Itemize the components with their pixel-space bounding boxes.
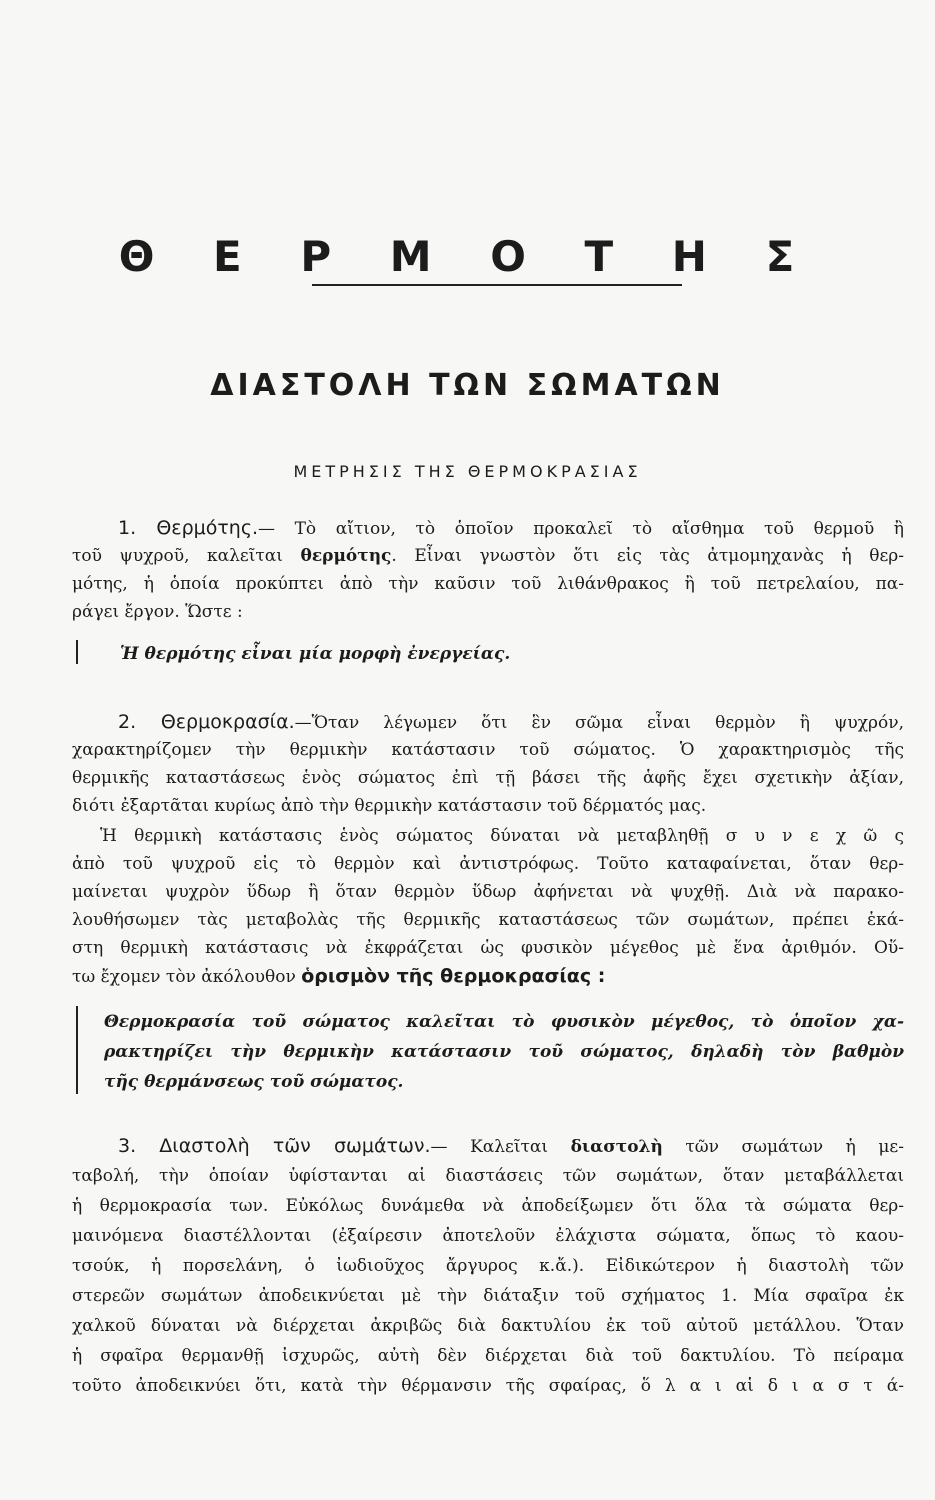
p3-line-8: ἡ σφαῖρα θερμανθῇ ἰσχυρῶς, αὐτὴ δὲν διέρχεται διὰ τοῦ δακτυλίου. Τὸ πείραμα [72, 1346, 904, 1366]
p2-line-3: θερμικῆς καταστάσεως ἑνὸς σώματος ἐπὶ τῇ βάσει τῆς ἁφῆς ἔχει σχετικὴν ἀξίαν, [72, 768, 904, 788]
p3-heading: 3. Διαστολὴ τῶν σωμάτων. [118, 1135, 431, 1157]
p3-line-5: τσούκ, ἡ πορσελάνη, ὁ ἰωδιοῦχος ἄργυρος κ.ἄ.). Εἰδικώτερον ἡ διαστολὴ τῶν [72, 1256, 904, 1276]
chapter-heading: ΔΙΑΣΤΟΛΗ ΤΩΝ ΣΩΜΑΤΩΝ [210, 368, 725, 403]
p3-line-3: ἡ θερμοκρασία των. Εὐκόλως δυνάμεθα νὰ ἀποδείξωμεν ὅτι ὅλα τὰ σώματα θερ- [72, 1196, 904, 1216]
p1-line-2: τοῦ ψυχροῦ, καλεῖται θερμότης. Εἶναι γνωστὸν ὅτι εἰς τὰς ἀτμομηχανὰς ἡ θερ- [72, 546, 904, 566]
p3-line-9: τοῦτο ἀποδεικνύει ὅτι, κατὰ τὴν θέρμανσιν τῆς σφαίρας, ὅ λ α ι αἱ δ ι α σ τ ά- [72, 1376, 904, 1396]
definition-bar [76, 1006, 78, 1094]
definition-line-1: Θερμοκρασία τοῦ σώματος καλεῖται τὸ φυσικὸν μέγεθος, τὸ ὁποῖον χα- [104, 1012, 904, 1032]
p2-line-5: Ἡ θερμικὴ κατάστασις ἑνὸς σώματος δύναται νὰ μεταβληθῇ σ υ ν ε χ ῶ ς [100, 826, 904, 846]
p2-line-9: στη θερμικὴ κατάστασις νὰ ἐκφράζεται ὡς φυσικὸν μέγεθος μὲ ἕνα ἀριθμόν. Οὕ- [72, 938, 904, 958]
definition-line-3: τῆς θερμάνσεως τοῦ σώματος. [104, 1072, 404, 1092]
term-thermotis: θερμότης [300, 546, 392, 566]
p2-line-1: 2. Θερμοκρασία.—Ὅταν λέγωμεν ὅτι ἓν σῶμα εἶναι θερμὸν ἢ ψυχρόν, [118, 711, 904, 733]
p2-line-6: ἀπὸ τοῦ ψυχροῦ εἰς τὸ θερμὸν καὶ ἀντιστρόφως. Τοῦτο καταφαίνεται, ὅταν θερ- [72, 854, 904, 874]
page-title: Θ Ε Ρ Μ Ο Τ Η Σ [118, 232, 817, 281]
p2-line-8: λουθήσωμεν τὰς μεταβολὰς τῆς θερμικῆς καταστάσεως τῶν σωμάτων, πρέπει ἑκά- [72, 910, 904, 930]
p1-line-1: 1. Θερμότης.— Τὸ αἴτιον, τὸ ὁποῖον προκαλεῖ τὸ αἴσθημα τοῦ θερμοῦ ἢ [118, 517, 904, 539]
p3-line-1: 3. Διαστολὴ τῶν σωμάτων.— Καλεῖται διαστολὴ τῶν σωμάτων ἡ με- [118, 1135, 904, 1157]
definition-line-2: ρακτηρίζει τὴν θερμικὴν κατάστασιν τοῦ σώματος, δηλαδὴ τὸν βαθμὸν [104, 1042, 904, 1062]
p2-line-7: μαίνεται ψυχρὸν ὕδωρ ἢ ὅταν θερμὸν ὕδωρ ἀφήνεται νὰ ψυχθῇ. Διὰ νὰ παρακο- [72, 882, 904, 902]
p1-heading: 1. Θερμότης. [118, 517, 259, 539]
term-diastoli: διαστολὴ [570, 1137, 663, 1157]
margin-bar [76, 640, 78, 664]
p3-line-7: χαλκοῦ δύναται νὰ διέρχεται ἀκριβῶς διὰ δακτυλίου ἐκ τοῦ αὐτοῦ μετάλλου. Ὅταν [72, 1316, 904, 1336]
p2-line-10: τω ἔχομεν τὸν ἀκόλουθον ὁρισμὸν τῆς θερμοκρασίας : [72, 965, 606, 987]
section-heading: ΜΕΤΡΗΣΙΣ ΤΗΣ ΘΕΡΜΟΚΡΑΣΙΑΣ [293, 462, 642, 481]
p3-line-2: ταβολή, τὴν ὁποίαν ὑφίστανται αἱ διαστάσεις τῶν σωμάτων, ὅταν μεταβάλλεται [72, 1166, 904, 1186]
p3-line-6: στερεῶν σωμάτων ἀποδεικνύεται μὲ τὴν διάταξιν τοῦ σχήματος 1. Μία σφαῖρα ἐκ [72, 1286, 904, 1306]
p2-line-4: διότι ἐξαρτᾶται κυρίως ἀπὸ τὴν θερμικὴν κατάστασιν τοῦ δέρματός μας. [72, 796, 707, 816]
p1-emphasis: Ἡ θερμότης εἶναι μία μορφὴ ἐνεργείας. [120, 644, 511, 664]
p3-line-4: μαινόμενα διαστέλλονται (ἐξαίρεσιν ἀποτελοῦν ἐλάχιστα σώματα, ὅπως τὸ καου- [72, 1226, 904, 1246]
definition-heading: ὁρισμὸν τῆς θερμοκρασίας : [301, 965, 606, 987]
p1-line-3: μότης, ἡ ὁποία προκύπτει ἀπὸ τὴν καῦσιν τοῦ λιθάνθρακος ἢ τοῦ πετρελαίου, πα- [72, 574, 904, 594]
p1-line-4: ράγει ἔργον. Ὥστε : [72, 602, 243, 622]
p2-heading: 2. Θερμοκρασία. [118, 711, 295, 733]
title-underline [312, 284, 682, 286]
p2-line-2: χαρακτηρίζομεν τὴν θερμικὴν κατάστασιν τοῦ σώματος. Ὁ χαρακτηρισμὸς τῆς [72, 740, 904, 760]
